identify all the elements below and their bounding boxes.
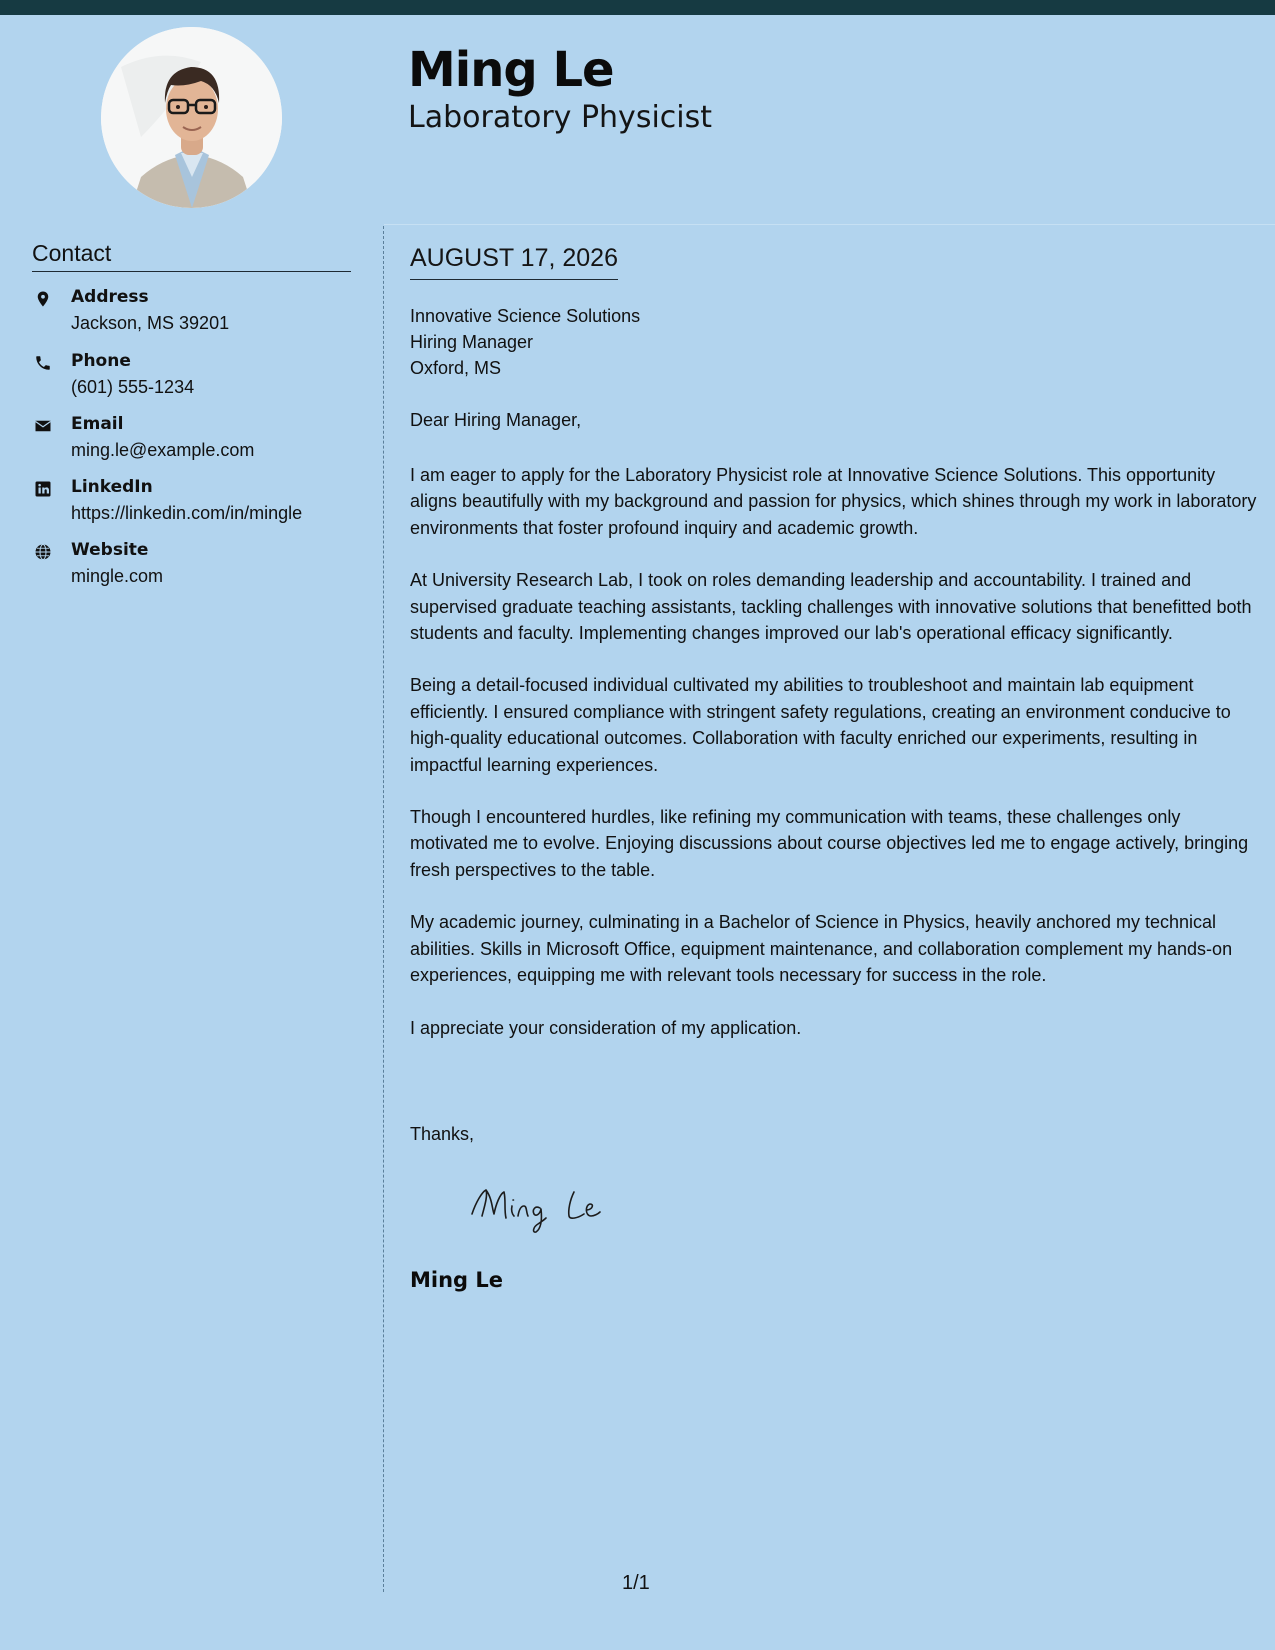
signer-name: Ming Le: [410, 1268, 504, 1292]
body-paragraph: Though I encountered hurdles, like refining my communication with teams, these challenges only motivated me to evolve. Enjoying discussions about course objectives led me to engage actively, bringing fresh perspectives to the table.: [410, 807, 1249, 880]
map-pin-icon: [34, 290, 52, 308]
recipient-block: [410, 303, 640, 381]
email-value[interactable]: ming.le@example.com: [71, 440, 255, 460]
handwritten-signature: [466, 1178, 616, 1238]
body-paragraph: My academic journey, culminating in a Bachelor of Science in Physics, heavily anchored my technical abilities. Skills in Microsoft Office, equipment maintenance, and collaboration complement my hands-on experiences, equipping me with relevant tools necessary for success in the role.: [410, 912, 1233, 986]
linkedin-icon: [34, 480, 52, 498]
contact-heading: Contact: [32, 240, 351, 272]
linkedin-value[interactable]: https://linkedin.com/in/mingle: [71, 503, 303, 523]
website-value[interactable]: mingle.com: [71, 566, 164, 586]
envelope-icon: [34, 417, 52, 435]
candidate-name: Ming Le: [408, 42, 614, 98]
contact-label: Phone: [71, 351, 131, 371]
candidate-title: Laboratory Physicist: [408, 100, 712, 135]
contact-label: Website: [71, 540, 149, 560]
profile-photo: [101, 27, 282, 208]
globe-icon: [34, 543, 52, 561]
letter-date: AUGUST 17, 2026: [410, 244, 618, 280]
phone-icon: [34, 354, 52, 372]
column-divider: [383, 226, 384, 1592]
address-value: Jackson, MS 39201: [71, 313, 230, 333]
salutation: Dear Hiring Manager,: [410, 410, 582, 430]
contact-label: Email: [71, 414, 124, 434]
recipient-company: Innovative Science Solutions: [410, 306, 641, 326]
body-paragraph: I appreciate your consideration of my application.: [410, 1017, 802, 1038]
body-paragraph: I am eager to apply for the Laboratory Physicist role at Innovative Science Solutions. This opportunity aligns beautifully with my background and passion for physics, which shines through my work in laboratory environments that foster profound inquiry and academic growth.: [410, 465, 1257, 538]
page-number: 1/1: [622, 1572, 650, 1594]
body-paragraph: Being a detail-focused individual cultivated my abilities to troubleshoot and maintain lab equipment efficiently. I ensured compliance with stringent safety regulations, creating an environment conducive to high-quality educational outcomes. Collaboration with faculty enriched our experiments, resulting in impactful learning experiences.: [410, 675, 1231, 775]
letter-body: [410, 462, 1258, 1067]
header-divider: [384, 224, 1275, 225]
recipient-role: Hiring Manager: [410, 332, 534, 352]
top-accent-bar: [0, 0, 1275, 15]
recipient-location: Oxford, MS: [410, 358, 502, 378]
contact-label: Address: [71, 287, 149, 307]
body-paragraph: At University Research Lab, I took on roles demanding leadership and accountability. I trained and supervised graduate teaching assistants, tackling challenges with innovative solutions that benefitted both students and faculty. Implementing changes improved our lab's operational efficacy significantly.: [410, 570, 1252, 644]
contact-label: LinkedIn: [71, 477, 153, 497]
closing: Thanks,: [410, 1124, 475, 1144]
phone-value: (601) 555-1234: [71, 377, 195, 397]
